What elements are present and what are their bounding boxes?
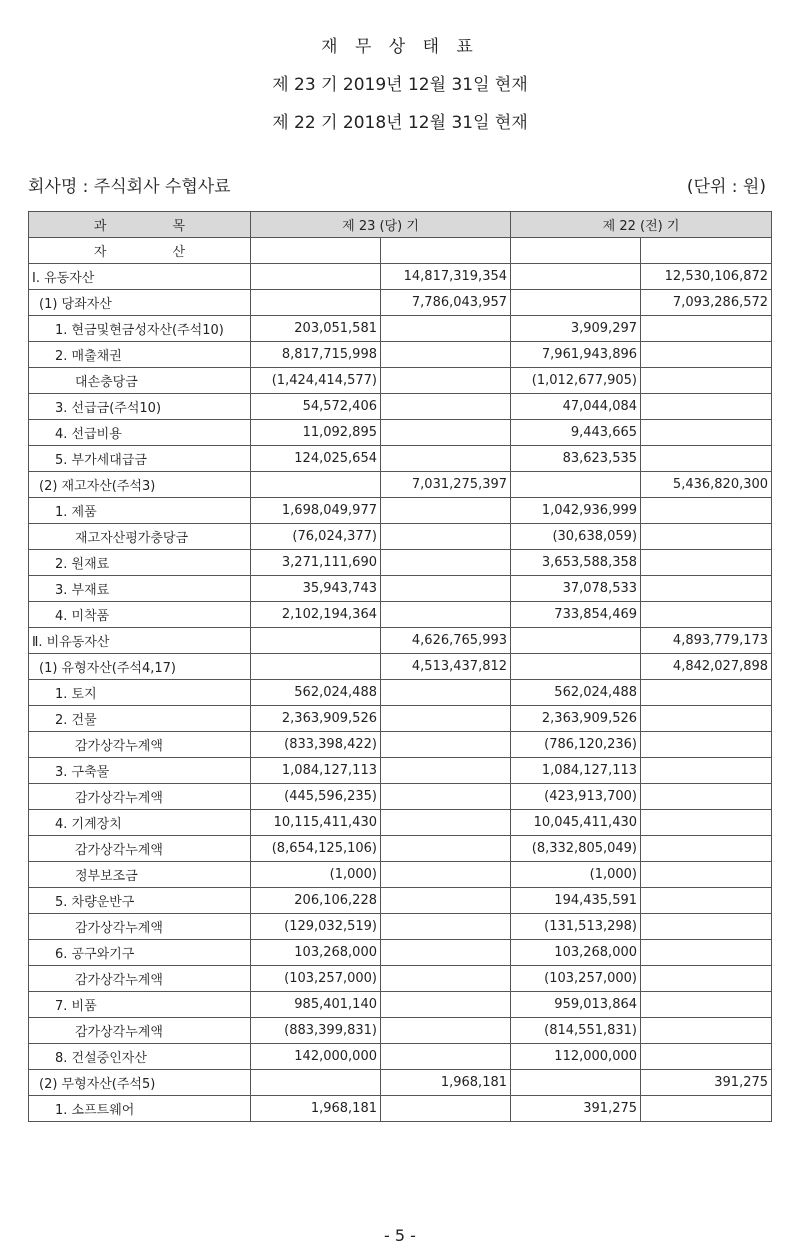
prior-total [641,810,772,836]
prior-total [641,888,772,914]
table-row [29,888,772,914]
current-subtotal: (833,398,422) [251,732,381,758]
current-subtotal: (76,024,377) [251,524,381,550]
account-label: 감가상각누계액 [29,836,251,862]
prior-total [641,1044,772,1070]
current-subtotal: 8,817,715,998 [251,342,381,368]
prior-total [641,316,772,342]
account-label: 재고자산평가충당금 [29,524,251,550]
current-total: 4,513,437,812 [381,654,511,680]
current-total [381,420,511,446]
prior-subtotal: 733,854,469 [511,602,641,628]
table-row [29,264,772,290]
account-label: 4. 기계장치 [29,810,251,836]
prior-total [641,498,772,524]
current-total [381,316,511,342]
account-label: (1) 유형자산(주석4,17) [29,654,251,680]
table-row [29,342,772,368]
prior-total [641,706,772,732]
prior-subtotal: (786,120,236) [511,732,641,758]
account-label: (2) 무형자산(주석5) [29,1070,251,1096]
current-subtotal: (103,257,000) [251,966,381,992]
prior-total [641,1018,772,1044]
current-subtotal: 142,000,000 [251,1044,381,1070]
current-total [381,524,511,550]
prior-subtotal [511,654,641,680]
current-subtotal: 2,102,194,364 [251,602,381,628]
account-label: 감가상각누계액 [29,784,251,810]
prior-subtotal [511,264,641,290]
table-row [29,316,772,342]
current-total [381,836,511,862]
table-row [29,654,772,680]
prior-subtotal: 959,013,864 [511,992,641,1018]
current-subtotal [251,290,381,316]
prior-total: 12,530,106,872 [641,264,772,290]
prior-subtotal: 2,363,909,526 [511,706,641,732]
prior-total [641,446,772,472]
account-label: 4. 선급비용 [29,420,251,446]
account-label: 감가상각누계액 [29,732,251,758]
account-label: 6. 공구와기구 [29,940,251,966]
current-total [381,914,511,940]
prior-subtotal: (814,551,831) [511,1018,641,1044]
table-row [29,992,772,1018]
prior-total: 5,436,820,300 [641,472,772,498]
table-header-row [29,212,772,238]
current-subtotal: 985,401,140 [251,992,381,1018]
account-label: 1. 소프트웨어 [29,1096,251,1122]
table-row [29,914,772,940]
account-label: 1. 현금및현금성자산(주석10) [29,316,251,342]
table-row [29,498,772,524]
current-total [381,992,511,1018]
account-label: 8. 건설중인자산 [29,1044,251,1070]
prior-subtotal [511,628,641,654]
prior-total [641,680,772,706]
current-total [381,368,511,394]
current-subtotal: (1,424,414,577) [251,368,381,394]
prior-total [641,524,772,550]
current-total [381,732,511,758]
table-row [29,368,772,394]
unit-label: (단위 : 원) [686,177,766,197]
prior-subtotal: (131,513,298) [511,914,641,940]
prior-subtotal: (8,332,805,049) [511,836,641,862]
current-total [381,576,511,602]
prior-total: 7,093,286,572 [641,290,772,316]
current-total [381,706,511,732]
prior-subtotal: (1,000) [511,862,641,888]
current-subtotal [251,472,381,498]
table-row [29,472,772,498]
prior-subtotal: 37,078,533 [511,576,641,602]
prior-total [641,732,772,758]
current-subtotal: 1,084,127,113 [251,758,381,784]
prior-total [641,836,772,862]
prior-subtotal: 10,045,411,430 [511,810,641,836]
account-label: 7. 비품 [29,992,251,1018]
prior-total [641,550,772,576]
prior-subtotal: 1,042,936,999 [511,498,641,524]
prior-subtotal: 7,961,943,896 [511,342,641,368]
table-row [29,784,772,810]
prior-subtotal: 103,268,000 [511,940,641,966]
current-total: 1,968,181 [381,1070,511,1096]
table-row [29,1018,772,1044]
prior-total [641,576,772,602]
table-row [29,420,772,446]
table-row [29,602,772,628]
prior-subtotal: 9,443,665 [511,420,641,446]
table-row [29,1096,772,1122]
prior-total [641,420,772,446]
account-label: 3. 선급금(주석10) [29,394,251,420]
current-subtotal: 124,025,654 [251,446,381,472]
account-label: 정부보조금 [29,862,251,888]
prior-subtotal: 3,653,588,358 [511,550,641,576]
period-current: 제 23 기 2019년 12월 31일 현재 [272,75,528,95]
prior-total [641,940,772,966]
account-label: 감가상각누계액 [29,1018,251,1044]
prior-subtotal: 112,000,000 [511,1044,641,1070]
current-total: 4,626,765,993 [381,628,511,654]
current-subtotal [251,1070,381,1096]
current-subtotal: 562,024,488 [251,680,381,706]
prior-total [641,992,772,1018]
prior-subtotal: (1,012,677,905) [511,368,641,394]
current-total [381,342,511,368]
current-subtotal [251,264,381,290]
current-total [381,862,511,888]
table-row [29,1070,772,1096]
table-row [29,290,772,316]
current-total [381,602,511,628]
prior-subtotal: 1,084,127,113 [511,758,641,784]
prior-subtotal: 3,909,297 [511,316,641,342]
current-total [381,550,511,576]
current-subtotal: 10,115,411,430 [251,810,381,836]
current-total: 7,031,275,397 [381,472,511,498]
current-total [381,784,511,810]
table-row [29,966,772,992]
current-total: 14,817,319,354 [381,264,511,290]
table-row [29,680,772,706]
current-subtotal: (8,654,125,106) [251,836,381,862]
account-label: 감가상각누계액 [29,966,251,992]
prior-total [641,862,772,888]
account-label: 5. 차량운반구 [29,888,251,914]
current-total [381,1044,511,1070]
account-label: 1. 토지 [29,680,251,706]
prior-subtotal: 562,024,488 [511,680,641,706]
table-row [29,446,772,472]
prior-total [641,758,772,784]
account-label: 2. 매출채권 [29,342,251,368]
current-subtotal: 103,268,000 [251,940,381,966]
table-row [29,524,772,550]
current-total [381,810,511,836]
company-name: 회사명 : 주식회사 수협사료 [28,177,231,197]
current-total [381,940,511,966]
section-row-assets [29,238,772,264]
account-label: 대손충당금 [29,368,251,394]
current-subtotal: (1,000) [251,862,381,888]
current-total [381,1096,511,1122]
current-total [381,758,511,784]
table-row [29,706,772,732]
prior-subtotal: (30,638,059) [511,524,641,550]
account-label: (2) 재고자산(주석3) [29,472,251,498]
section-label: 자 산 [29,238,251,264]
account-label: Ⅱ. 비유동자산 [29,628,251,654]
table-row [29,836,772,862]
prior-total: 391,275 [641,1070,772,1096]
current-subtotal [251,654,381,680]
prior-total [641,966,772,992]
prior-subtotal: (423,913,700) [511,784,641,810]
prior-subtotal: 47,044,084 [511,394,641,420]
account-label: Ⅰ. 유동자산 [29,264,251,290]
column-header-account: 과 목 [29,212,251,238]
current-total [381,446,511,472]
current-subtotal: 11,092,895 [251,420,381,446]
current-subtotal: 203,051,581 [251,316,381,342]
table-row [29,940,772,966]
prior-total [641,914,772,940]
current-total [381,680,511,706]
prior-subtotal: 391,275 [511,1096,641,1122]
current-subtotal: 1,968,181 [251,1096,381,1122]
account-label: 5. 부가세대급금 [29,446,251,472]
prior-total [641,1096,772,1122]
table-row [29,550,772,576]
current-subtotal: 206,106,228 [251,888,381,914]
prior-total [641,602,772,628]
table-row [29,628,772,654]
account-label: 3. 부재료 [29,576,251,602]
current-subtotal: (129,032,519) [251,914,381,940]
current-total [381,966,511,992]
table-row [29,1044,772,1070]
account-label: 2. 원재료 [29,550,251,576]
account-label: 4. 미착품 [29,602,251,628]
prior-total [641,342,772,368]
prior-subtotal [511,1070,641,1096]
current-subtotal: 54,572,406 [251,394,381,420]
prior-subtotal: 194,435,591 [511,888,641,914]
current-total [381,888,511,914]
current-total: 7,786,043,957 [381,290,511,316]
current-subtotal: 35,943,743 [251,576,381,602]
current-total [381,1018,511,1044]
current-subtotal: 1,698,049,977 [251,498,381,524]
balance-sheet-table [28,211,772,1122]
current-subtotal [251,628,381,654]
table-row [29,576,772,602]
table-row [29,758,772,784]
current-subtotal: (445,596,235) [251,784,381,810]
prior-total [641,394,772,420]
current-subtotal: 3,271,111,690 [251,550,381,576]
prior-subtotal: (103,257,000) [511,966,641,992]
current-total [381,394,511,420]
table-row [29,862,772,888]
prior-total [641,784,772,810]
table-row [29,732,772,758]
current-total [381,498,511,524]
account-label: 감가상각누계액 [29,914,251,940]
account-label: (1) 당좌자산 [29,290,251,316]
table-row [29,394,772,420]
prior-total: 4,893,779,173 [641,628,772,654]
prior-total: 4,842,027,898 [641,654,772,680]
statement-title: 재 무 상 태 표 [321,37,479,57]
period-prior: 제 22 기 2018년 12월 31일 현재 [272,113,528,133]
prior-subtotal [511,290,641,316]
page-number: - 5 - [384,1226,416,1245]
prior-subtotal [511,472,641,498]
table-row [29,810,772,836]
prior-subtotal: 83,623,535 [511,446,641,472]
account-label: 2. 건물 [29,706,251,732]
account-label: 1. 제품 [29,498,251,524]
column-header-prior: 제 22 (전) 기 [511,212,772,238]
prior-total [641,368,772,394]
current-subtotal: (883,399,831) [251,1018,381,1044]
current-subtotal: 2,363,909,526 [251,706,381,732]
column-header-current: 제 23 (당) 기 [251,212,511,238]
account-label: 3. 구축물 [29,758,251,784]
